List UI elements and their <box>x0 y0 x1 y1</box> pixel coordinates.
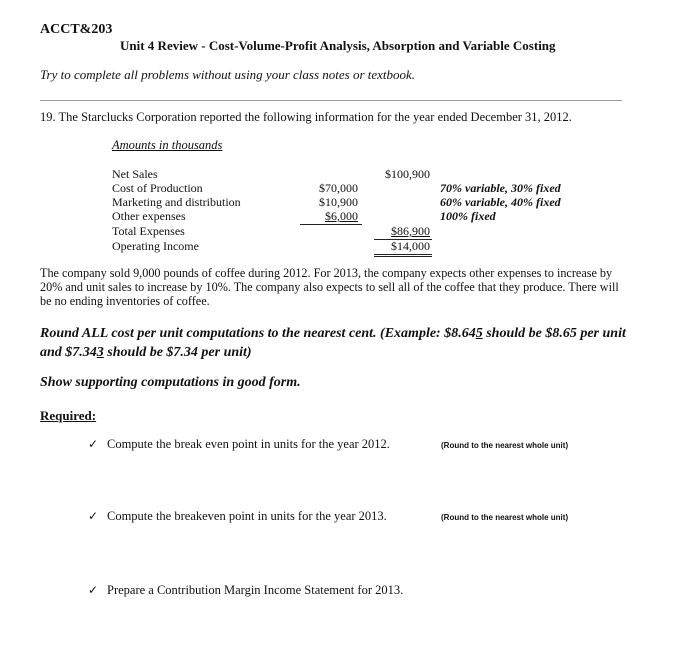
total-expenses-value: $86,900 <box>391 224 430 238</box>
marketing-note: 60% variable, 40% fixed <box>440 195 561 209</box>
show-work-instruction: Show supporting computations in good form. <box>40 375 301 390</box>
final-double-line-2 <box>374 256 432 257</box>
row-label-other-expenses: Other expenses <box>112 209 186 223</box>
row-label-marketing: Marketing and distribution <box>112 195 241 209</box>
cost-of-production-value: $70,000 <box>319 181 358 195</box>
other-expenses-note: 100% fixed <box>440 209 496 223</box>
required-heading: Required: <box>40 408 97 423</box>
other-expenses-value: $6,000 <box>325 209 358 223</box>
course-code: ACCT&203 <box>40 22 113 37</box>
marketing-value: $10,900 <box>319 195 358 209</box>
question-text: 19. The Starclucks Corporation reported the following information for the year ended December 31, 2012. <box>40 110 572 124</box>
row-label-operating-income: Operating Income <box>112 239 199 253</box>
rounding-instruction: Round ALL cost per unit computations to the nearest cent. (Example: $8.645 should be $8.65 per unit and $7.343 should be $7.34 per unit) <box>40 326 626 360</box>
task-3-text: Prepare a Contribution Margin Income Statement for 2013. <box>107 583 404 597</box>
task-1-hint: (Round to the nearest whole unit) <box>441 441 569 450</box>
task-2-text: Compute the breakeven point in units for the year 2013. <box>107 509 387 523</box>
cost-of-production-note: 70% variable, 30% fixed <box>440 181 561 195</box>
section-divider <box>40 100 622 101</box>
amounts-header: Amounts in thousands <box>112 138 223 152</box>
underlined-digit: 3 <box>96 345 104 360</box>
operating-income-value: $14,000 <box>391 239 430 253</box>
instruction-text: Try to complete all problems without using your class notes or textbook. <box>40 67 416 82</box>
task-1-text: Compute the break even point in units for the year 2012. <box>107 437 390 451</box>
page-title: Unit 4 Review - Cost-Volume-Profit Analysis, Absorption and Variable Costing <box>120 38 556 53</box>
checkmark-icon: ✓ <box>88 437 99 451</box>
checkmark-icon: ✓ <box>88 509 99 523</box>
task-2-hint: (Round to the nearest whole unit) <box>441 513 569 522</box>
final-double-line-1 <box>374 254 432 255</box>
scenario-paragraph: The company sold 9,000 pounds of coffee during 2012. For 2013, the company expects other expenses to increase by 20% and unit sales to increase by 10%. The company also expects to sell all of the coffee that they produce. There will be no ending inventories of coffee. <box>40 266 619 308</box>
underlined-digit: 5 <box>475 326 483 341</box>
row-label-total-expenses: Total Expenses <box>112 224 185 238</box>
row-label-cost-of-production: Cost of Production <box>112 181 203 195</box>
subtotal-line <box>300 224 362 225</box>
net-sales-value: $100,900 <box>385 167 430 181</box>
row-label-net-sales: Net Sales <box>112 167 158 181</box>
checkmark-icon: ✓ <box>88 583 99 597</box>
